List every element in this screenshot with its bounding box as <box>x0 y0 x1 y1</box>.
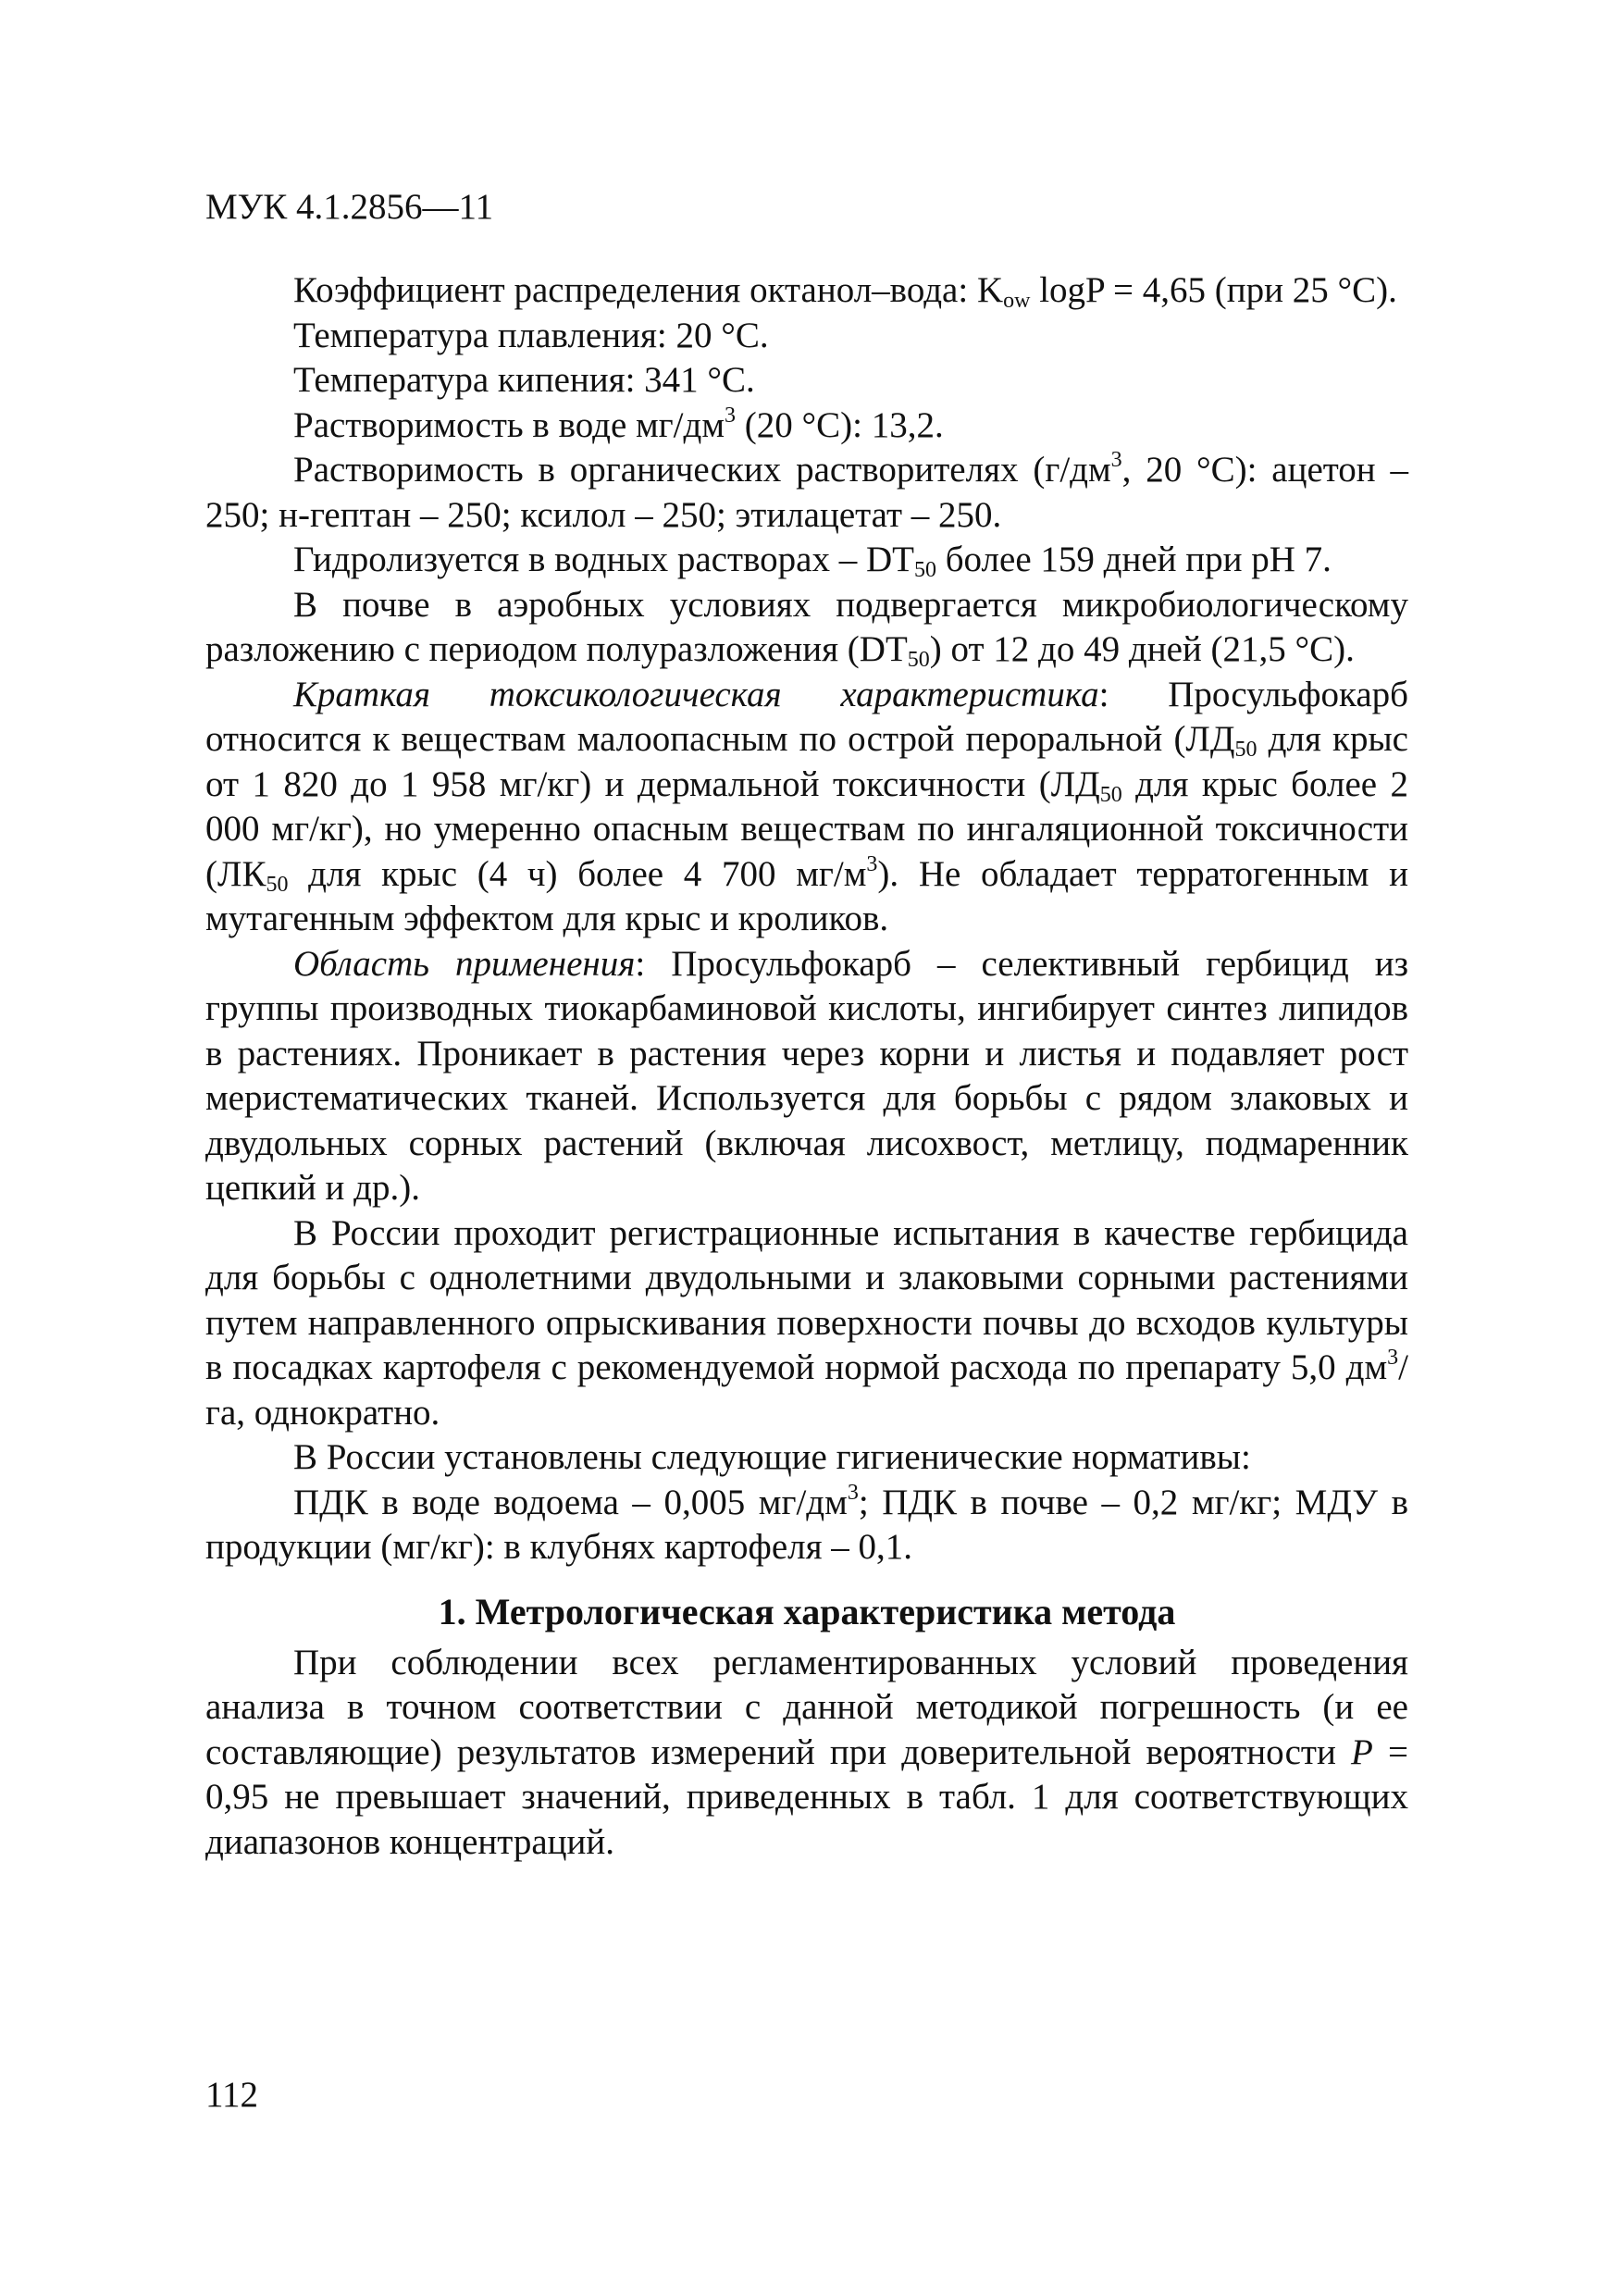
page-body <box>205 268 1408 1865</box>
melting-point: Температура плавления: 20 °С. <box>293 315 769 355</box>
norms-intro: В России установлены следующие гигиенические нормативы: <box>293 1437 1251 1477</box>
boiling-point: Температура кипения: 341 °С. <box>293 360 755 400</box>
section-paragraph: При соблюдении всех регламентированных условий проведения анализа в точном соответствии с данной методикой погрешность (и ее составляющие) результатов измерений при доверительной вероятности P = 0,95 не превышает значений, приведенных в табл. 1 для соответствующих диапазонов концентраций. <box>205 1642 1408 1862</box>
application-paragraph: Область применения: Просульфокарб – селективный гербицид из группы производных тиокарбаминовой кислоты, ингибирует синтез липидов в растениях. Проникает в растения через корни и листья и подавляет рост меристематических тканей. Используется для борьбы с рядом злаковых и двудольных сорных растений (включая лисохвост, метлицу, подмаренник цепкий и др.). <box>205 943 1408 1208</box>
norms-paragraph: ПДК в воде водоема – 0,005 $мг/дм^3$; ПДК в почве – 0,2 мг/кг; МДУ в продукции (мг/кг): в клубнях картофеля – 0,1. <box>205 1480 1408 1567</box>
application-label: Область применения <box>293 943 636 984</box>
registration-paragraph: В России проходит регистрационные испытания в качестве гербицида для борьбы с однолетними двудольными и злаковыми сорными растениями путем направленного опрыскивания поверхности почвы до всходов культуры в посадках картофеля с рекомендуемой нормой расхода по препарату 5,0 $дм^3/га$, однократно. <box>205 1212 1408 1433</box>
water-solubility: Растворимость в воде $мг/дм^3$ (20 °С): 13,2. <box>293 403 944 445</box>
organic-solubility: Растворимость в органических растворителях ($г/дм^3$, 20 °С): ацетон – 250; н-гептан – 250; ксилол – 250; этилацетат – 250. <box>205 448 1408 535</box>
section-heading: 1. Метрологическая характеристика метода <box>438 1590 1176 1632</box>
hydrolysis: Гидролизуется в водных растворах – $DT_{50}$ более 159 дней при pH 7. <box>293 540 1332 582</box>
page-number: 112 <box>205 2075 259 2115</box>
soil-degradation: В почве в аэробных условиях подвергается микробиологическому разложению с периодом полуразложения $(DT_{50})$ от 12 до 49 дней (21,5 °С). <box>205 584 1408 672</box>
running-head: МУК 4.1.2856—11 <box>205 187 494 227</box>
toxicology-paragraph: Краткая токсикологическая характеристика: Просульфокарб относится к веществам малоопасным по острой пероральной ($ЛД_{50}$ для крыс от 1 820 до 1 958 мг/кг) и дермальной токсичности ($ЛД_{50}$ для крыс более 2 000 мг/кг), но умеренно опасным веществам по ингаляционной токсичности ($ЛК_{50}$ для крыс (4 ч) более 4 700 $мг/м^3$). Не обладает терратогенным и мутагенным эффектом для крыс и кроликов. <box>205 674 1408 938</box>
kow-paragraph: Коэффициент распределения октанол–вода: $K_{ow}$ logP = 4,65 (при 25 °С). <box>293 270 1397 313</box>
toxicology-label: Краткая токсикологическая характеристика <box>293 674 1099 714</box>
